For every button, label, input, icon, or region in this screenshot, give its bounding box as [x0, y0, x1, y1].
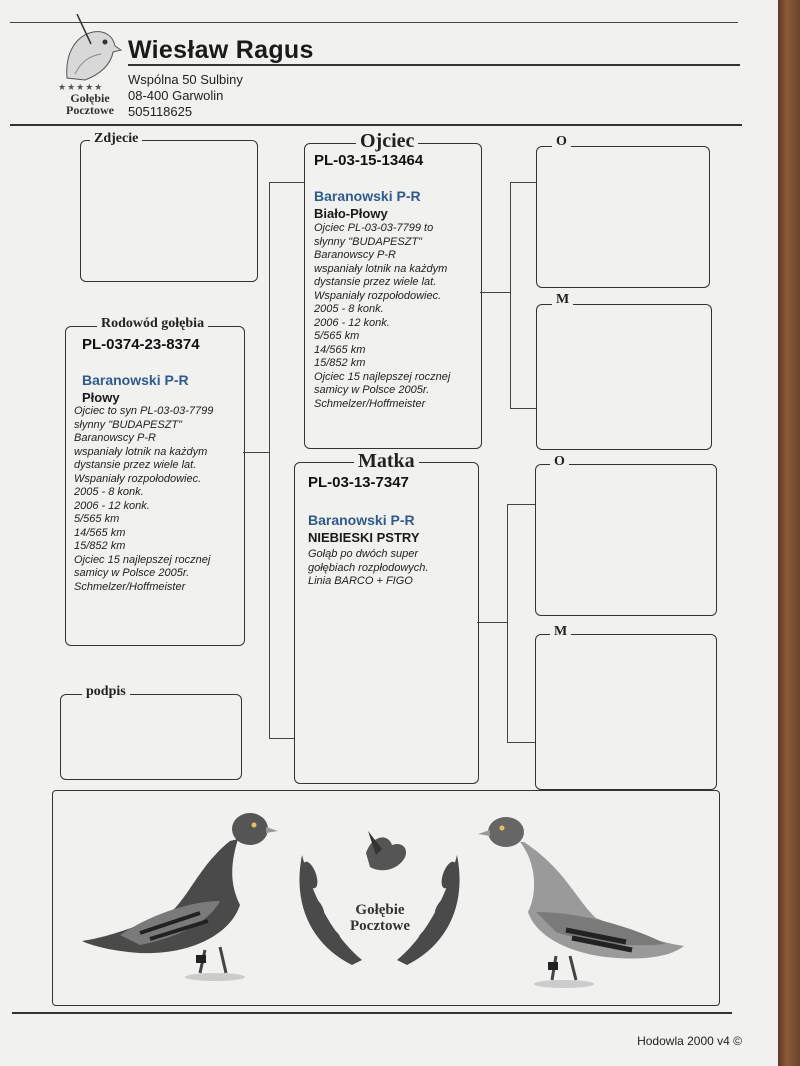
owner-address-2: 08-400 Garwolin — [128, 88, 224, 103]
emblem-text — [332, 902, 428, 934]
note-line: samicy w Polsce 2005r. — [74, 567, 190, 579]
grandfather-m-label: M — [552, 292, 573, 308]
connector-father — [269, 182, 305, 183]
owner-name: Wiesław Ragus — [128, 36, 314, 64]
pigeon-color: Płowy — [82, 390, 120, 405]
photo-label: Zdjecie — [90, 131, 142, 147]
grandfather-o-label: O — [552, 134, 571, 150]
father-ring: PL-03-15-13464 — [314, 152, 424, 169]
note-line: Ojciec PL-03-03-7799 to — [314, 222, 434, 234]
note-line: 14/565 km — [74, 526, 126, 539]
note-line: Gołąb po dwóch super — [308, 548, 419, 560]
grandfather-m-box — [536, 304, 712, 450]
note-line: Baranowscy P-R — [314, 249, 396, 261]
father-color: Biało-Płowy — [314, 206, 388, 221]
connector-pigeon — [243, 452, 269, 453]
grandfather-o-box — [536, 146, 710, 288]
signature-label: podpis — [82, 684, 130, 700]
emblem-line-2: Pocztowe — [350, 918, 410, 934]
connector-main — [269, 182, 270, 738]
note-line: dystansie przez wiele lat. — [74, 459, 197, 471]
grandmother-m-box — [535, 634, 717, 790]
mother-breeder: Baranowski P-R — [308, 512, 415, 528]
pigeon-breeder: Baranowski P-R — [82, 372, 189, 388]
pigeon-ring: PL-0374-23-8374 — [82, 336, 200, 353]
note-line: Ojciec 15 najlepszej rocznej — [74, 553, 211, 566]
note-line: samicy w Polsce 2005r. — [314, 384, 430, 396]
pigeon-notes — [74, 405, 213, 594]
grandmother-m-label: M — [550, 624, 571, 640]
photo-box — [80, 140, 258, 282]
note-line: 2005 - 8 konk. — [74, 486, 144, 498]
note-line: 2005 - 8 konk. — [314, 303, 384, 315]
connector-father-gp-v — [510, 182, 511, 408]
mother-color: NIEBIESKI PSTRY — [308, 530, 420, 545]
logo-text — [58, 92, 122, 116]
note-line: 14/565 km — [314, 343, 366, 356]
note-line: dystansie przez wiele lat. — [314, 276, 437, 288]
note-line: gołębiach rozpłodowych. — [308, 561, 429, 574]
header-rule — [10, 124, 742, 126]
connector-mother-gp-v — [507, 504, 508, 742]
father-label: Ojciec — [356, 130, 418, 153]
connector-father-gp — [480, 292, 510, 293]
note-line: 2006 - 12 konk. — [74, 499, 150, 512]
bottom-rule — [12, 1012, 732, 1014]
connector-gf-o — [510, 182, 536, 183]
name-underline — [128, 64, 740, 66]
father-breeder: Baranowski P-R — [314, 188, 421, 204]
table-edge — [778, 0, 800, 1066]
note-line: 2006 - 12 konk. — [314, 316, 390, 329]
connector-mother-gp — [477, 622, 507, 623]
note-line: Wspaniały rozpołodowiec. — [74, 472, 202, 485]
note-line: Schmelzer/Hoffmeister — [74, 580, 186, 593]
connector-gm-m — [507, 742, 535, 743]
owner-address-1: Wspólna 50 Sulbiny — [128, 72, 243, 87]
connector-gm-o — [507, 504, 535, 505]
note-line: Wspaniały rozpołodowiec. — [314, 289, 442, 302]
laurel-emblem-icon — [292, 815, 467, 975]
father-notes — [314, 222, 450, 411]
note-line: 5/565 km — [314, 330, 360, 342]
logo-line-1: Gołębie — [70, 91, 110, 105]
connector-mother — [269, 738, 295, 739]
emblem-line-1: Gołębie — [355, 902, 405, 918]
note-line: Ojciec 15 najlepszej rocznej — [314, 370, 451, 383]
signature-box — [60, 694, 242, 780]
note-line: Baranowscy P-R — [74, 432, 156, 444]
note-line: wspaniały lotnik na każdym — [74, 445, 208, 458]
pigeon-head-logo-icon — [55, 14, 125, 84]
mother-label: Matka — [354, 450, 419, 473]
note-line: Schmelzer/Hoffmeister — [314, 397, 426, 410]
note-line: 15/852 km — [314, 357, 366, 369]
grandmother-o-box — [535, 464, 717, 616]
note-line: 15/852 km — [74, 540, 126, 552]
note-line: 5/565 km — [74, 513, 120, 525]
note-line: Ojciec to syn PL-03-03-7799 — [74, 405, 214, 417]
right-pigeon-icon — [476, 812, 686, 992]
left-pigeon-icon — [80, 805, 280, 985]
grandmother-o-label: O — [550, 454, 569, 470]
pedigree-label: Rodowód gołębia — [97, 316, 208, 332]
connector-gf-m — [510, 408, 536, 409]
note-line: Linia BARCO + FIGO — [308, 575, 413, 587]
mother-ring: PL-03-13-7347 — [308, 474, 409, 491]
note-line: wspaniały lotnik na każdym — [314, 262, 448, 275]
owner-phone: 505118625 — [128, 104, 193, 119]
footer-version: Hodowla 2000 v4 © — [637, 1034, 742, 1048]
mother-notes — [308, 548, 428, 589]
note-line: słynny "BUDAPESZT" — [314, 235, 423, 248]
mother-box — [294, 462, 479, 784]
logo-line-2: Pocztowe — [66, 103, 114, 117]
logo-stars: ★★★★★ — [58, 82, 104, 92]
note-line: słynny "BUDAPESZT" — [74, 418, 183, 431]
